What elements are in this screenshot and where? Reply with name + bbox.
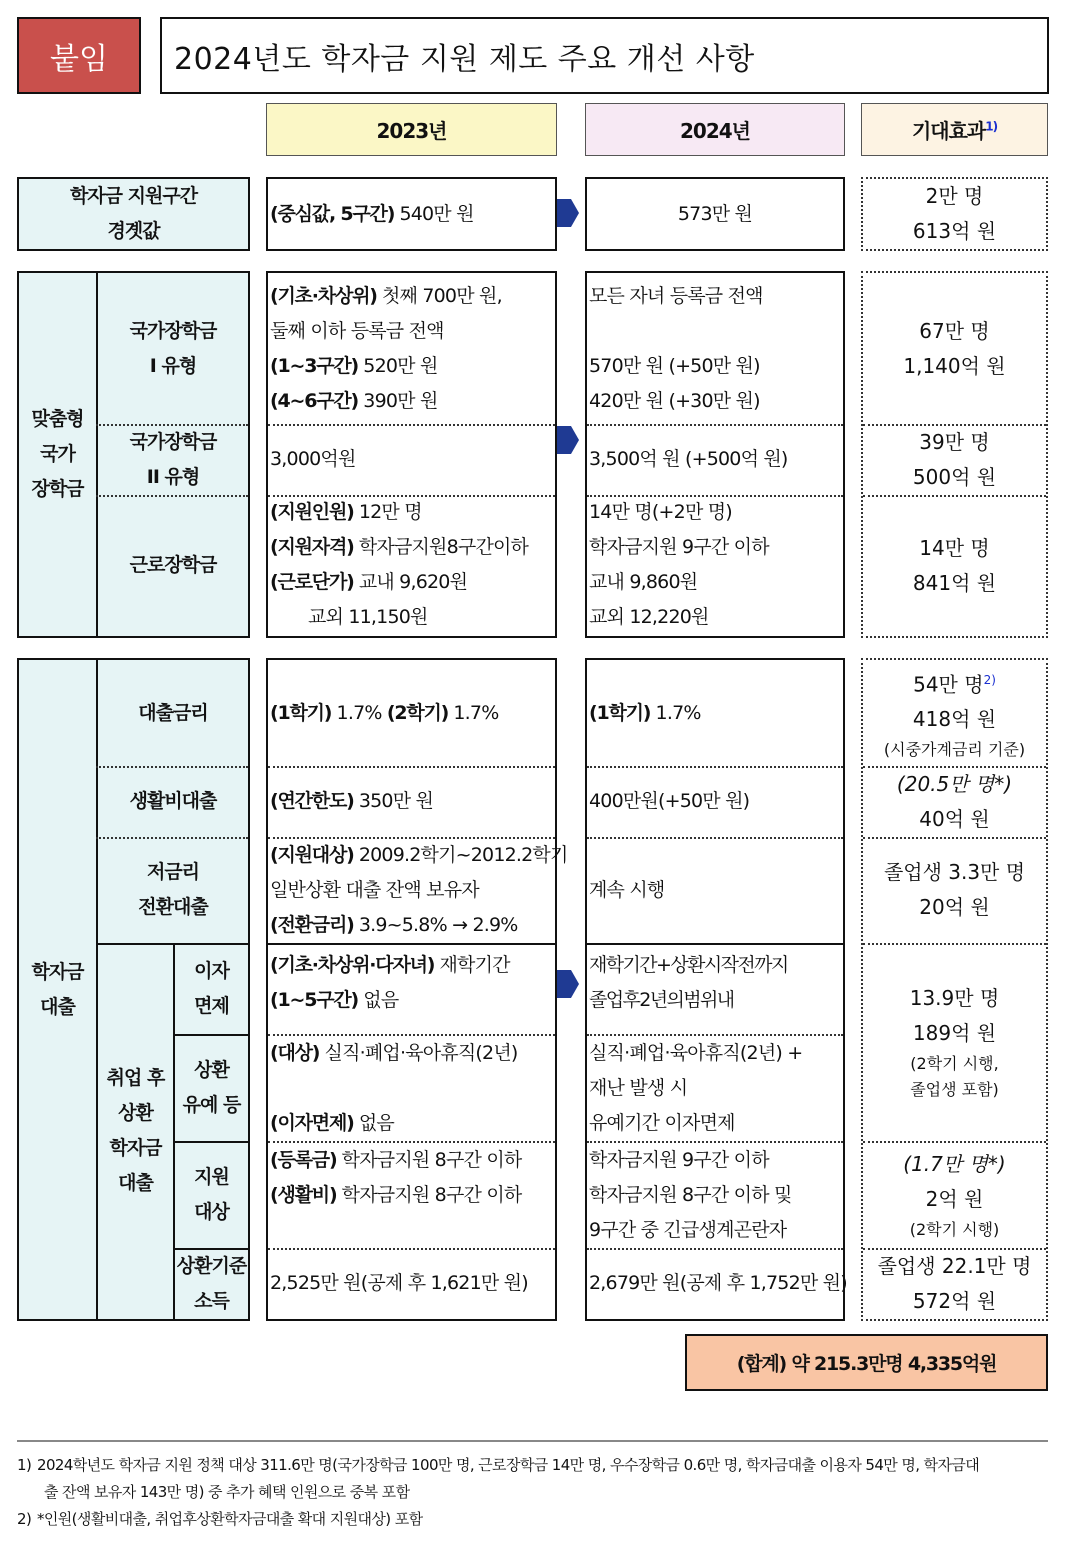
interest-label: 이자 면제 — [194, 959, 229, 1017]
loan-group-label: 학자금 대출 — [31, 960, 84, 1018]
target-2024: 학자금지원 9구간 이하 학자금지원 8구간 이하 및 9구간 중 긴급생계곤란자 — [589, 1149, 792, 1241]
interest-2023: (기초·차상위·다자녀) 재학기간 (1~5구간) 없음 — [270, 954, 510, 1011]
scholarship-group-label: 맞춤형 국가 장학금 — [31, 408, 84, 500]
defer-label: 상환 유예 등 — [182, 1058, 241, 1116]
defer-2023: (대상) 실직·폐업·육아휴직(2년) (이자면제) 없음 — [270, 1042, 518, 1134]
scholarship-effect — [861, 271, 1048, 638]
income-effect: 졸업생 22.1만 명 572억 원 — [877, 1253, 1032, 1313]
page-title: 2024년도 학자금 지원 제도 주요 개선 사항 — [174, 41, 755, 77]
work-label: 근로장학금 — [129, 554, 217, 576]
total-box — [685, 1334, 1048, 1391]
threshold-label-line1: 학자금 지원구간 — [69, 185, 198, 207]
footnote-2: 2) *인원(생활비대출, 취업후상환학자금대출 확대 지원대상) 포함 — [17, 1510, 423, 1528]
type2-2023: 3,000억원 — [270, 448, 356, 470]
type2-effect: 39만 명 500억 원 — [912, 429, 997, 489]
column-header-2024 — [585, 103, 845, 156]
lowrate-2023: (지원대상) 2009.2학기~2012.2학기 일반상환 대출 잔액 보유자 (전환금리) 3.9~5.8% → 2.9% — [270, 843, 568, 936]
rate-2024: (1학기) 1.7% — [589, 701, 701, 724]
threshold-label — [17, 177, 250, 251]
footnote-ref-2: 2) — [983, 672, 996, 687]
arrow-right-icon — [557, 195, 581, 231]
income-2024: 2,679만 원(공제 후 1,752만 원) — [589, 1272, 847, 1294]
loan-labels — [17, 658, 250, 1321]
footnote-divider — [17, 1440, 1048, 1442]
living-label: 생활비대출 — [129, 790, 217, 812]
loan-effect — [861, 658, 1048, 1321]
rate-2023: (1학기) 1.7% (2학기) 1.7% — [270, 701, 499, 724]
threshold-2024-text: 573만 원 — [677, 202, 753, 225]
living-2024: 400만원(+50만 원) — [589, 790, 750, 812]
arrow-right-icon — [557, 966, 581, 1002]
type1-effect: 67만 명 1,140억 원 — [903, 318, 1006, 378]
lowrate-2024: 계속 시행 — [589, 878, 665, 901]
footnote-ref-1: 1) — [985, 119, 998, 134]
type1-2024: 모든 자녀 등록금 전액 570만 원 (+50만 원) 420만 원 (+30만 원) — [589, 285, 763, 412]
footnote-1: 1) 2024학년도 학자금 지원 정책 대상 311.6만 명(국가장학금 100만 명, 근로장학금 14만 명, 우수장학금 0.6만 명, 학자금대출 이용자 54만 명, 학자금대 출 잔액 보유자 143만 명) 중 추가 혜택 인원으로 중복 포함 — [17, 1456, 980, 1501]
living-effect: (20.5만 명*) 40억 원 — [896, 771, 1013, 831]
threshold-2023 — [266, 177, 557, 251]
interest-2024: 재학기간+상환시작전까지 졸업후2년의범위내 — [589, 954, 788, 1011]
income-label: 상환기준 소득 — [176, 1254, 247, 1312]
threshold-effect-line2: 613억 원 — [912, 219, 997, 243]
type2-label: 국가장학금 II 유형 — [129, 430, 217, 488]
lowrate-label: 저금리 전환대출 — [138, 861, 208, 918]
type2-2024: 3,500억 원 (+500억 원) — [589, 448, 788, 470]
interest-defer-effect: 13.9만 명 189억 원 (2학기 시행, 졸업생 포함) — [909, 986, 1000, 1099]
total-text: (합계) 약 215.3만명 4,335억원 — [736, 1353, 997, 1375]
column-header-effect — [861, 103, 1048, 156]
defer-2024: 실직·폐업·육아휴직(2년) + 재난 발생 시 유예기간 이자면제 — [589, 1042, 803, 1134]
threshold-2023-text: (중심값, 5구간) 540만 원 — [270, 202, 474, 225]
target-effect: (1.7만 명*) 2억 원 (2학기 시행) — [903, 1151, 1006, 1239]
page-title-box — [160, 17, 1049, 94]
scholarship-labels — [17, 271, 250, 638]
target-2023: (등록금) 학자금지원 8구간 이하 (생활비) 학자금지원 8구간 이하 — [270, 1149, 522, 1206]
loan-2024 — [585, 658, 845, 1321]
column-header-2023 — [266, 103, 557, 156]
rate-effect: 54만 명$^{2)}$ 418억 원 (시중가계금리 기준) — [883, 672, 1026, 760]
arrow-right-icon — [557, 422, 581, 458]
rate-label: 대출금리 — [138, 701, 208, 724]
scholarship-2023 — [266, 271, 557, 638]
work-effect: 14만 명 841억 원 — [912, 535, 997, 595]
threshold-label-line2: 경곗값 — [107, 220, 160, 242]
column-header-2024-label: 2024년 — [680, 119, 750, 143]
lowrate-effect: 졸업생 3.3만 명 20억 원 — [883, 860, 1026, 919]
target-label: 지원 대상 — [194, 1165, 229, 1223]
living-2023: (연간한도) 350만 원 — [270, 790, 434, 812]
attachment-tag-label: 붙임 — [50, 41, 108, 77]
column-header-2023-label: 2023년 — [376, 119, 447, 143]
threshold-2024 — [585, 177, 845, 251]
type1-2023: (기초·차상위) 첫째 700만 원, 둘째 이하 등록금 전액 (1~3구간) 520만 원 (4~6구간) 390만 원 — [270, 285, 502, 412]
work-2024: 14만 명(+2만 명) 학자금지원 9구간 이하 교내 9,860원 교외 12,220원 — [589, 501, 769, 628]
scholarship-2024 — [585, 271, 845, 638]
column-header-effect-label: 기대효과$^{1)}$ — [911, 119, 998, 143]
work-2023: (지원인원) 12만 명 (지원자격) 학자금지원8구간이하 (근로단가) 교내 9,620원 교외 11,150원 — [270, 501, 529, 628]
threshold-effect — [861, 177, 1048, 251]
threshold-effect-line1: 2만 명 — [925, 184, 984, 208]
loan-2023 — [266, 658, 568, 1321]
income-2023: 2,525만 원(공제 후 1,621만 원) — [270, 1272, 528, 1294]
icl-label: 취업 후 상환 학자금 대출 — [106, 1067, 165, 1194]
type1-label: 국가장학금 I 유형 — [129, 319, 217, 377]
attachment-tag — [17, 17, 141, 94]
